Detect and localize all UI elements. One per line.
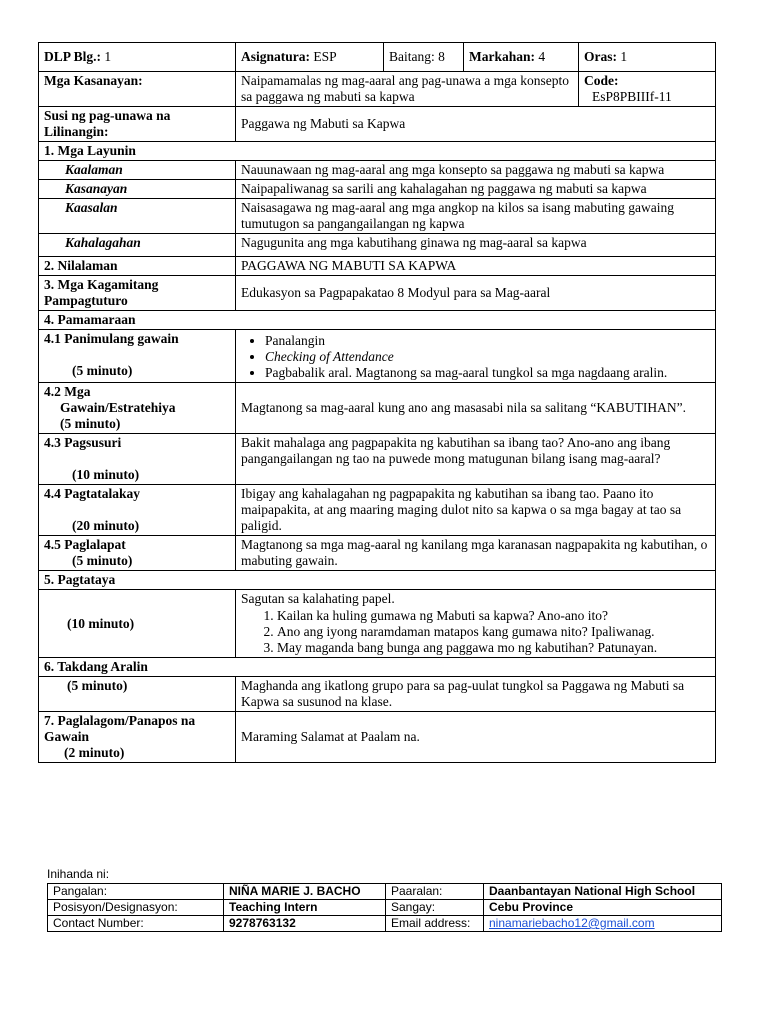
list-item: • Panalangin [265, 333, 710, 349]
competency-label: Mga Kasanayan: [39, 72, 236, 107]
name-value: NIÑA MARIE J. BACHO [224, 884, 386, 900]
step-label: 4.5 Paglalapat (5 minuto) [39, 536, 236, 571]
contact-label: Contact Number: [48, 916, 224, 932]
school-value: Daanbantayan National High School [484, 884, 722, 900]
prepared-row [48, 916, 722, 932]
step-4-3-row [39, 434, 716, 485]
step-label: 4.1 Panimulang gawain (5 minuto) [39, 330, 236, 383]
email-link[interactable]: ninamariebacho12@gmail.com [489, 916, 655, 930]
key-understanding-label: Susi ng pag-unawa na Lilinangin: [39, 107, 236, 142]
quarter-cell: Markahan: 4 [464, 43, 579, 72]
assignment-time: (5 minuto) [39, 677, 236, 712]
prepared-by-table [47, 883, 722, 932]
objectives-title: 1. Mga Layunin [39, 142, 716, 161]
email-cell [484, 916, 722, 932]
assessment-title-row [39, 571, 716, 590]
materials-label: 3. Mga Kagamitang Pampagtuturo [39, 276, 236, 311]
step-4-2-row [39, 383, 716, 434]
objective-row [39, 161, 716, 180]
step-4-5-row [39, 536, 716, 571]
step-label: 4.4 Pagtatalakay (20 minuto) [39, 485, 236, 536]
code-cell: Code: EsP8PBIIIf-11 [579, 72, 716, 107]
objective-value: Naipapaliwanag sa sarili ang kahalagahan ng paggawa ng mabuti sa kapwa [236, 180, 716, 199]
objective-row [39, 234, 716, 257]
assessment-title: 5. Pagtataya [39, 571, 716, 590]
assignment-row [39, 677, 716, 712]
materials-value: Edukasyon sa Pagpapakatao 8 Modyul para sa Mag-aaral [236, 276, 716, 311]
key-understanding-row [39, 107, 716, 142]
closing-row [39, 712, 716, 763]
contact-value: 9278763132 [224, 916, 386, 932]
time-cell: Oras: 1 [579, 43, 716, 72]
objective-label: Kaalaman [39, 161, 236, 180]
position-value: Teaching Intern [224, 900, 386, 916]
name-label: Pangalan: [48, 884, 224, 900]
assessment-time: (10 minuto) [39, 590, 236, 658]
grade-cell: Baitang: 8 [384, 43, 464, 72]
key-understanding-value: Paggawa ng Mabuti sa Kapwa [236, 107, 716, 142]
procedure-title-row [39, 311, 716, 330]
closing-value: Maraming Salamat at Paalam na. [236, 712, 716, 763]
objective-value: Nagugunita ang mga kabutihang ginawa ng mag-aaral sa kapwa [236, 234, 716, 257]
step-label: 4.2 Mga Gawain/Estratehiya (5 minuto) [39, 383, 236, 434]
assignment-title: 6. Takdang Aralin [39, 658, 716, 677]
position-label: Posisyon/Designasyon: [48, 900, 224, 916]
email-label: Email address: [386, 916, 484, 932]
objective-label: Kaasalan [39, 199, 236, 234]
objective-row [39, 199, 716, 234]
objective-value: Naisasagawa ng mag-aaral ang mga angkop na kilos sa isang mabuting gawaing tumutugon sa pangangailangan ng kapwa [236, 199, 716, 234]
step-4-1-row [39, 330, 716, 383]
prepared-by-label: Inihanda ni: [47, 867, 110, 881]
list-item: • Pagbabalik aral. Magtanong sa mag-aaral tungkol sa mga nagdaang aralin. [265, 365, 710, 381]
step-content [236, 330, 716, 383]
lesson-plan-table [38, 42, 716, 763]
step-label: 4.3 Pagsusuri (10 minuto) [39, 434, 236, 485]
objectives-title-row [39, 142, 716, 161]
procedure-title: 4. Pamamaraan [39, 311, 716, 330]
step-4-4-row [39, 485, 716, 536]
content-value: PAGGAWA NG MABUTI SA KAPWA [236, 257, 716, 276]
list-item: 1. Kailan ka huling gumawa ng Mabuti sa kapwa? Ano-ano ito? [277, 608, 710, 624]
list-item: 2. Ano ang iyong naramdaman matapos kang gumawa nito? Ipaliwanag. [277, 624, 710, 640]
bullet-list [241, 333, 710, 381]
subject-cell: Asignatura: ESP [236, 43, 384, 72]
objective-label: Kahalagahan [39, 234, 236, 257]
objective-value: Nauunawaan ng mag-aaral ang mga konsepto sa paggawa ng mabuti sa kapwa [236, 161, 716, 180]
content-row [39, 257, 716, 276]
content-label: 2. Nilalaman [39, 257, 236, 276]
objective-label: Kasanayan [39, 180, 236, 199]
step-content: Bakit mahalaga ang pagpapakita ng kabutihan sa ibang tao? Ano-ano ang ibang pangangailangan ng tao na puwede mong matugunan bilang isang mag-aaral? [236, 434, 716, 485]
division-value: Cebu Province [484, 900, 722, 916]
competency-value: Naipamamalas ng mag-aaral ang pag-unawa a mga konsepto sa paggawa ng mabuti sa kapwa [236, 72, 579, 107]
division-label: Sangay: [386, 900, 484, 916]
prepared-row [48, 884, 722, 900]
closing-label: 7. Paglalagom/Panapos na Gawain (2 minuto) [39, 712, 236, 763]
list-item: 3. May maganda bang bunga ang paggawa mo ng kabutihan? Patunayan. [277, 640, 710, 656]
materials-row [39, 276, 716, 311]
step-content: Magtanong sa mag-aaral kung ano ang masasabi nila sa salitang “KABUTIHAN”. [236, 383, 716, 434]
header-row [39, 43, 716, 72]
step-content: Magtanong sa mga mag-aaral ng kanilang mga karanasan nagpapakita ng kabutihan, o mabuting gawain. [236, 536, 716, 571]
list-item: • Checking of Attendance [265, 349, 710, 365]
assessment-row [39, 590, 716, 658]
assignment-title-row [39, 658, 716, 677]
assignment-value: Maghanda ang ikatlong grupo para sa pag-uulat tungkol sa Paggawa ng Mabuti sa Kapwa sa susunod na klase. [236, 677, 716, 712]
question-list [241, 608, 710, 656]
assessment-content: Sagutan sa kalahating papel. 1. Kailan ka huling gumawa ng Mabuti sa kapwa? Ano-ano ito? 2. Ano ang iyong naramdaman matapos kang gumawa nito? Ipaliwanag. 3. May maganda bang bunga ang paggawa mo ng kabutihan? Patunayan. [236, 590, 716, 658]
dlp-number-cell: DLP Blg.: 1 [39, 43, 236, 72]
objective-row [39, 180, 716, 199]
school-label: Paaralan: [386, 884, 484, 900]
prepared-row [48, 900, 722, 916]
competency-row [39, 72, 716, 107]
step-content: Ibigay ang kahalagahan ng pagpapakita ng kabutihan sa ibang tao. Paano ito maipapakita, at ang maaring maging dulot nito sa kapwa o sa mga bagay at tao sa paligid. [236, 485, 716, 536]
